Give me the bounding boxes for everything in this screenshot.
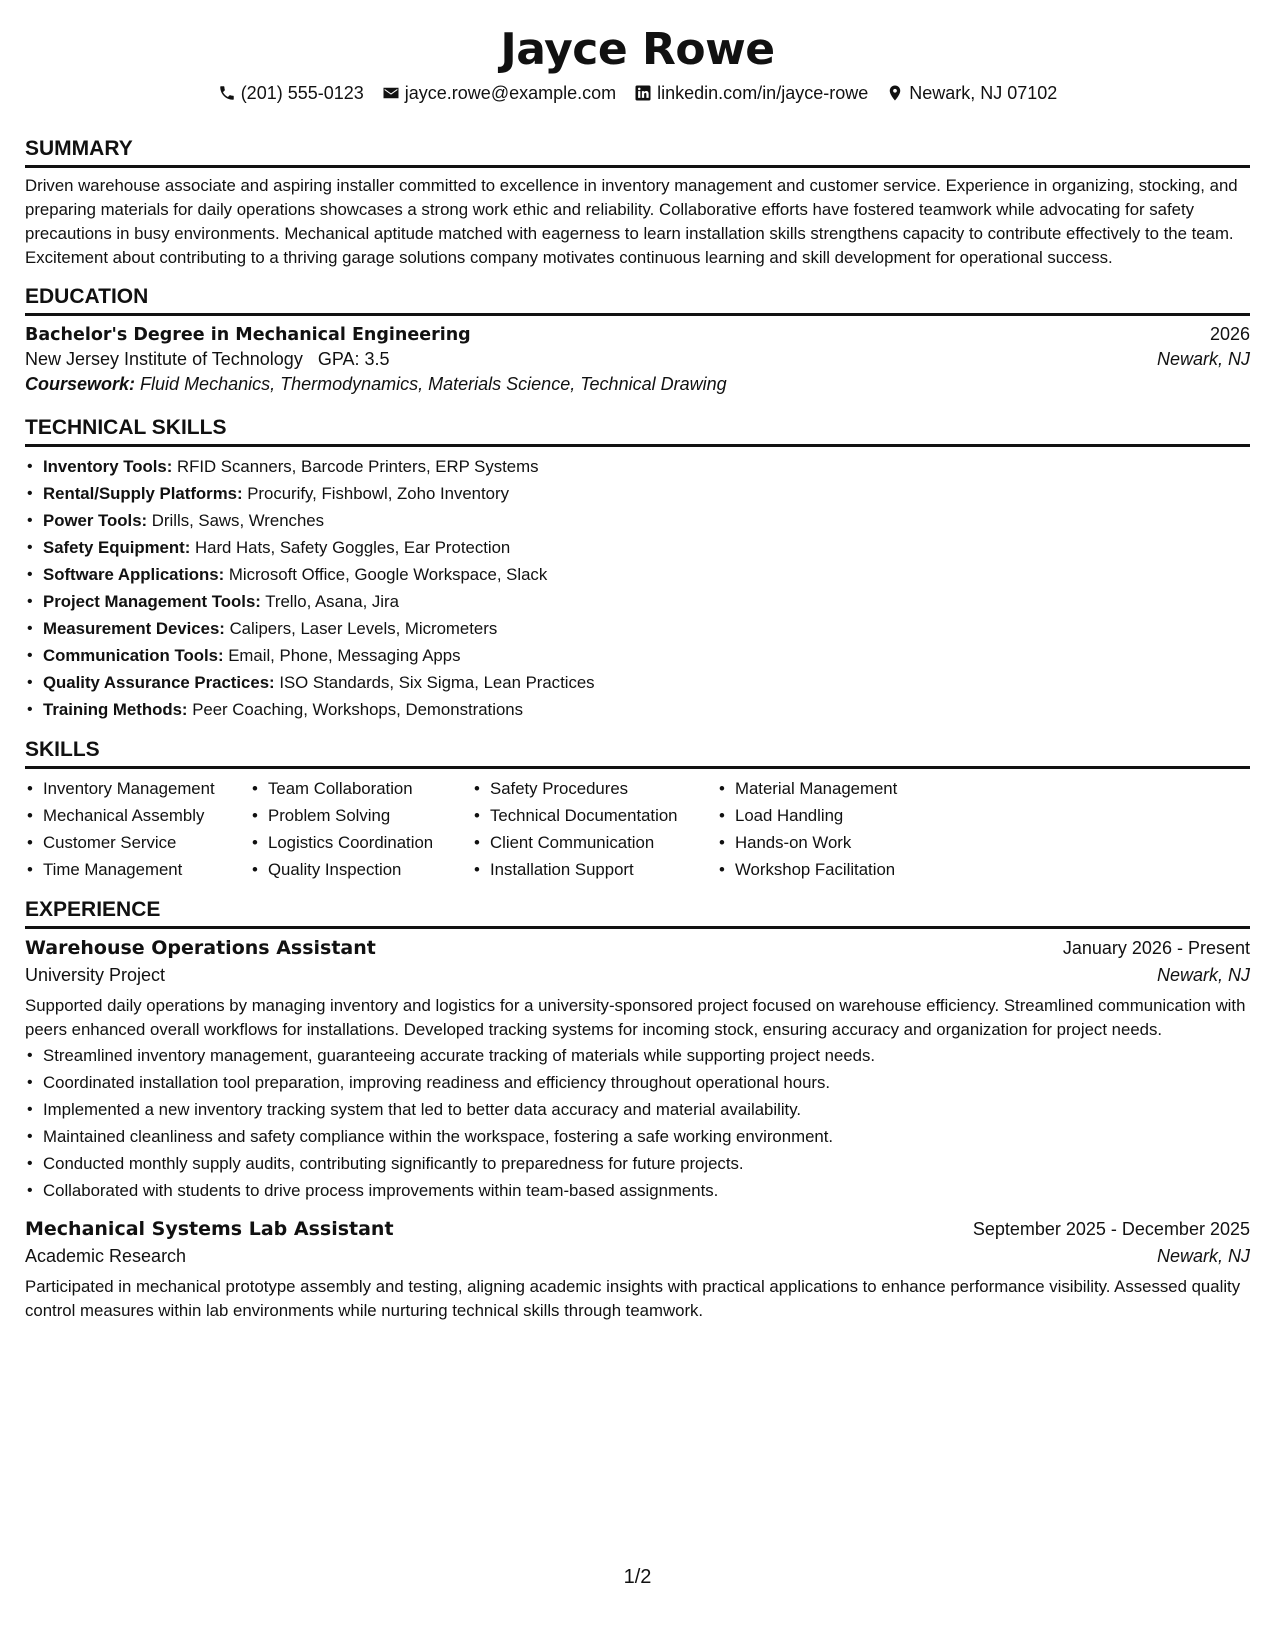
job-org-row bbox=[25, 965, 1250, 986]
skill-item: • Problem Solving bbox=[250, 802, 472, 829]
job-entry bbox=[25, 1218, 1250, 1323]
summary-section bbox=[25, 136, 1250, 270]
job-location: Newark, NJ bbox=[1156, 965, 1250, 985]
candidate-name: Jayce Rowe bbox=[500, 24, 775, 75]
gpa: GPA: 3.5 bbox=[317, 349, 390, 369]
technical-skill-item bbox=[25, 534, 1250, 561]
contact-email[interactable] bbox=[382, 83, 616, 104]
technical-skill-value: Calipers, Laser Levels, Micrometers bbox=[229, 619, 498, 638]
skill-item: • Quality Inspection bbox=[250, 856, 472, 883]
job-header-row bbox=[25, 937, 1250, 959]
linkedin-icon bbox=[634, 84, 652, 102]
section-title-education: EDUCATION bbox=[25, 284, 1250, 316]
technical-skill-item bbox=[25, 696, 1250, 723]
contact-phone[interactable] bbox=[218, 83, 364, 104]
skill-item: • Safety Procedures bbox=[472, 775, 717, 802]
coursework-line bbox=[25, 374, 1250, 395]
education-school-row bbox=[25, 349, 1250, 370]
skill-item: • Material Management bbox=[717, 775, 957, 802]
technical-skills-section bbox=[25, 415, 1250, 723]
skill-item: • Team Collaboration bbox=[250, 775, 472, 802]
job-bullet: • Collaborated with students to drive process improvements within team-based assignments. bbox=[25, 1177, 1250, 1204]
phone-text: (201) 555-0123 bbox=[240, 82, 364, 103]
job-bullet: • Maintained cleanliness and safety compliance within the workspace, fostering a safe working environment. bbox=[25, 1123, 1250, 1150]
contact-location bbox=[886, 83, 1057, 104]
technical-skill-item bbox=[25, 453, 1250, 480]
job-dates: September 2025 - December 2025 bbox=[972, 1219, 1250, 1239]
degree-name: Bachelor's Degree in Mechanical Engineering bbox=[25, 325, 471, 345]
skill-item: • Time Management bbox=[25, 856, 250, 883]
envelope-icon bbox=[382, 84, 400, 102]
skills-grid bbox=[25, 775, 1250, 883]
experience-section bbox=[25, 897, 1250, 1323]
technical-skill-item bbox=[25, 480, 1250, 507]
skills-column bbox=[717, 775, 957, 883]
technical-skill-item bbox=[25, 615, 1250, 642]
location-text: Newark, NJ 07102 bbox=[909, 82, 1058, 103]
section-title-skills: SKILLS bbox=[25, 737, 1250, 769]
skill-item: • Customer Service bbox=[25, 829, 250, 856]
skills-column bbox=[25, 775, 250, 883]
job-bullet-list bbox=[25, 1042, 1250, 1204]
job-org-row bbox=[25, 1246, 1250, 1267]
technical-skill-item bbox=[25, 588, 1250, 615]
job-title: Warehouse Operations Assistant bbox=[25, 937, 376, 959]
coursework-label: Coursework: bbox=[25, 374, 136, 394]
job-title: Mechanical Systems Lab Assistant bbox=[25, 1218, 394, 1240]
skill-item: • Workshop Facilitation bbox=[717, 856, 957, 883]
school-location: Newark, NJ bbox=[1156, 349, 1250, 369]
skill-item: • Logistics Coordination bbox=[250, 829, 472, 856]
skills-column bbox=[472, 775, 717, 883]
skill-item: • Technical Documentation bbox=[472, 802, 717, 829]
skills-section bbox=[25, 737, 1250, 883]
school-name: New Jersey Institute of Technology bbox=[25, 349, 303, 369]
skills-column bbox=[250, 775, 472, 883]
job-header-row bbox=[25, 1218, 1250, 1240]
contact-linkedin[interactable] bbox=[634, 83, 868, 104]
technical-skill-item bbox=[25, 669, 1250, 696]
skill-item: • Inventory Management bbox=[25, 775, 250, 802]
skill-item: • Load Handling bbox=[717, 802, 957, 829]
technical-skill-value: Microsoft Office, Google Workspace, Slack bbox=[228, 565, 548, 584]
section-title-technical-skills: TECHNICAL SKILLS bbox=[25, 415, 1250, 447]
technical-skill-label: Software Applications: bbox=[43, 565, 225, 584]
job-description: Participated in mechanical prototype assembly and testing, aligning academic insights with practical applications to enhance performance visibility. Assessed quality control measures within lab environments while nurturing technical skills through teamwork. bbox=[25, 1277, 1241, 1320]
section-title-experience: EXPERIENCE bbox=[25, 897, 1250, 929]
skill-item: • Hands-on Work bbox=[717, 829, 957, 856]
page-number: 1/2 bbox=[623, 1566, 652, 1588]
technical-skill-value: ISO Standards, Six Sigma, Lean Practices bbox=[279, 673, 595, 692]
job-organization: Academic Research bbox=[25, 1246, 187, 1266]
job-bullet: • Coordinated installation tool preparation, improving readiness and efficiency throughout operational hours. bbox=[25, 1069, 1250, 1096]
technical-skill-value: RFID Scanners, Barcode Printers, ERP Systems bbox=[176, 457, 539, 476]
email-text: jayce.rowe@example.com bbox=[404, 82, 617, 103]
technical-skill-label: Training Methods: bbox=[43, 700, 188, 719]
technical-skill-label: Rental/Supply Platforms: bbox=[43, 484, 243, 503]
job-organization: University Project bbox=[25, 965, 166, 985]
education-section bbox=[25, 284, 1250, 395]
technical-skill-value: Email, Phone, Messaging Apps bbox=[228, 646, 461, 665]
technical-skill-label: Measurement Devices: bbox=[43, 619, 225, 638]
technical-skill-label: Power Tools: bbox=[43, 511, 148, 530]
skill-item: • Installation Support bbox=[472, 856, 717, 883]
section-title-summary: SUMMARY bbox=[25, 136, 1250, 168]
technical-skill-value: Hard Hats, Safety Goggles, Ear Protection bbox=[195, 538, 511, 557]
job-dates: January 2026 - Present bbox=[1062, 938, 1250, 958]
technical-skill-label: Safety Equipment: bbox=[43, 538, 191, 557]
resume-page bbox=[25, 0, 1250, 1323]
skill-item: • Client Communication bbox=[472, 829, 717, 856]
technical-skill-item bbox=[25, 507, 1250, 534]
technical-skill-label: Communication Tools: bbox=[43, 646, 224, 665]
skill-item: • Mechanical Assembly bbox=[25, 802, 250, 829]
degree-year: 2026 bbox=[1209, 324, 1250, 344]
summary-text: Driven warehouse associate and aspiring installer committed to excellence in inventory management and customer service. Experience in organizing, stocking, and preparing materials for daily operations showcases a strong work ethic and reliability. Collaborative efforts have fostered teamwork while advocating for safety precautions in busy environments. Mechanical aptitude matched with eagerness to learn installation skills strengthens capacity to contribute effectively to the team. Excitement about contributing to a thriving garage solutions company motivates continuous learning and skill development for operational success. bbox=[25, 176, 1238, 267]
job-location: Newark, NJ bbox=[1156, 1246, 1250, 1266]
technical-skill-value: Trello, Asana, Jira bbox=[265, 592, 399, 611]
contact-bar bbox=[25, 80, 1250, 106]
phone-icon bbox=[218, 84, 236, 102]
technical-skills-list bbox=[25, 453, 1250, 723]
technical-skill-value: Drills, Saws, Wrenches bbox=[151, 511, 325, 530]
job-list bbox=[25, 937, 1250, 1323]
job-bullet: • Implemented a new inventory tracking system that led to better data accuracy and material availability. bbox=[25, 1096, 1250, 1123]
linkedin-text: linkedin.com/in/jayce-rowe bbox=[657, 82, 869, 103]
school-line bbox=[25, 349, 390, 370]
technical-skill-label: Inventory Tools: bbox=[43, 457, 173, 476]
job-bullet: • Conducted monthly supply audits, contributing significantly to preparedness for future projects. bbox=[25, 1150, 1250, 1177]
job-entry bbox=[25, 937, 1250, 1204]
job-description: Supported daily operations by managing inventory and logistics for a university-sponsored project focused on warehouse efficiency. Streamlined communication with peers enhanced overall workflows for installations. Developed tracking systems for incoming stock, ensuring accuracy and organization for project needs. bbox=[25, 996, 1246, 1039]
technical-skill-label: Project Management Tools: bbox=[43, 592, 261, 611]
technical-skill-item bbox=[25, 561, 1250, 588]
technical-skill-value: Peer Coaching, Workshops, Demonstrations bbox=[192, 700, 523, 719]
technical-skill-label: Quality Assurance Practices: bbox=[43, 673, 275, 692]
job-bullet: • Streamlined inventory management, guaranteeing accurate tracking of materials while supporting project needs. bbox=[25, 1042, 1250, 1069]
map-pin-icon bbox=[886, 84, 904, 102]
technical-skill-value: Procurify, Fishbowl, Zoho Inventory bbox=[247, 484, 509, 503]
coursework-list: Fluid Mechanics, Thermodynamics, Materials Science, Technical Drawing bbox=[140, 374, 727, 394]
technical-skill-item bbox=[25, 642, 1250, 669]
education-degree-row bbox=[25, 324, 1250, 345]
